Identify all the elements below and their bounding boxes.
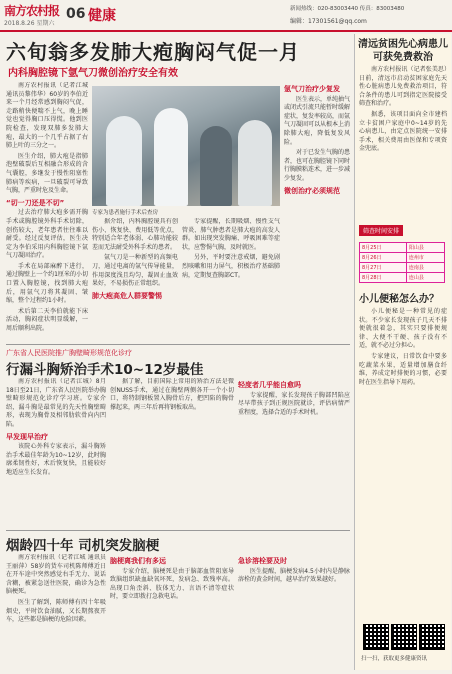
article3-column-3 [238,554,350,670]
issue-date: 2018.8.26 星期六 [4,20,55,27]
paragraph: 专家建议，日常饮食中要多吃蔬菜水果，适量增加膳食纤维，养成定时排便的习惯，必要时在医生指导下用药。 [359,352,447,386]
paragraph: 该院心外科专家表示，漏斗胸矫治手术最佳年龄为10~12岁，此时胸廓柔韧性好，术后恢复快，且能较好地适应生长发育。 [6,443,106,476]
divider [6,344,350,345]
section-title: 健康 [88,8,116,24]
patient-figure [200,126,232,206]
article3-headline: 烟龄四十年 司机突发脑梗 [6,538,160,554]
paragraph: 小儿便秘是一种常见的症状。不少家长发现孩子几天不排便就很着急，其实只要排便规律、大便不干硬、孩子没有不适，就不必过分担心。 [359,308,447,350]
sidebar-body-2 [355,306,451,550]
paragraph: 专家提醒，长期吸烟、慢性支气管炎、肺气肿患者是肺大疱的高发人群。如出现突发胸痛、呼吸困难等症状，应警惕气胸，及时就医。 [182,218,280,251]
paragraph: 医生表示，单纯抽气或闭式引流只能暂时缓解症状，复发率较高，而氩气刀凝固可以从根本上消除肺大疱，降低复发风险。 [284,95,350,146]
hotline-text: 新闻热线：020-83003440 传真：83003480 [290,6,405,12]
sidebar-headline: 清远贫困先心病患儿可获免费救治 [358,39,448,63]
paragraph: 专家提醒，家长发现孩子胸部凹陷应尽早带孩子到正规医院就诊，评估病情严重程度，选择合适的手术时机。 [238,391,350,416]
editor-contact: 编辑：17301561@qq.com [290,18,367,25]
sidebar-headline-2: 小儿便秘怎么办？ [359,294,439,305]
qr-code-icon [419,624,445,650]
paragraph: 据介绍，内科胸腔镜具有创伤小、恢复快、费用低等优点，特别适合年老体弱、心肺功能较差而无法耐受外科手术的患者。 [92,218,178,251]
section-heading: 肺大疱高危人群要警惕 [92,291,162,300]
table-row: 8月28日 连山县 [360,273,445,283]
qr-code-icon [363,624,389,650]
article3-column-1 [6,554,106,670]
paragraph: 医生提醒，脑梗发病4.5小时内是静脉溶栓的黄金时间，越早治疗效果越好。 [238,567,350,584]
paragraph: 南方农村报讯（记者江城 通讯员王丽萍）58岁的货车司机陈师傅近日在开车途中突然感觉右手无力、说话含糊，被紧急送往医院，确诊为急性脑梗死。 [6,554,106,596]
article2-column-2 [110,378,234,528]
doctor-ward-photo [92,86,280,206]
paragraph: 氩气刀是一种新型的高频电刀，通过电离的氩气传导能量，作用深度浅且均匀，凝固止血效果好，不易损伤正常组织。 [92,254,178,288]
lead-column-2 [92,218,178,342]
section-heading: 脑梗离我们有多远 [110,557,166,565]
table-row: 8月27日 连南县 [360,263,445,273]
lead-subheadline: 内科胸腔镜下氩气刀微创治疗安全有效 [8,68,178,79]
schedule-tag: 筛查时间安排 [359,225,403,236]
paragraph: 据悉，该项目面向全市建档立卡贫困户家庭中0~14岁的先心病患儿，由定点医院统一安排手术，相关费用由医保和专项资金兜底。 [359,110,447,153]
paragraph: 术后第二天李伯就能下床活动，胸闷症状明显缓解，一周后顺利出院。 [6,307,88,333]
sidebar-panel [354,34,451,670]
paragraph: 医生介绍，肺大疱是指肺泡壁破裂后互相融合形成的含气囊腔，多继发于慢性阻塞性肺病等疾病，一旦破裂可导致气胸，严重时危及生命。 [6,152,88,195]
paragraph: 另外，平时要注意戒烟，避免剧烈咳嗽和用力屏气，积极治疗基础肺病，定期复查胸部CT。 [182,254,280,279]
section-heading: “切一刀还是不切” [6,198,65,207]
table-row: 8月25日 阳山县 [360,243,445,253]
schedule-table [359,242,445,283]
paragraph: 医生了解到，陈师傅有四十年吸烟史，平时饮食油腻，又长期熬夜开车，这些都是脑梗的危险因素。 [6,598,106,624]
paragraph: 南方农村报讯（记者张美思）日前，清远市启动贫困家庭先天性心脏病患儿免费救治项目，符合条件的患儿可到指定医院接受筛查和治疗。 [359,66,447,108]
doctor-figure [238,120,272,206]
paragraph: 手术在局部麻醉下进行，通过胸壁上一个约1厘米的小切口置入胸腔镜，找到肺大疱后，用氩气刀将其凝固、皱缩，整个过程约1小时。 [6,262,88,305]
lead-headline: 六旬翁多发肺大疱胸闷气促一月 [6,40,300,64]
qr-caption: 扫一扫，获取更多健康资讯 [361,656,428,662]
table-row: 8月26日 连州市 [360,253,445,263]
lead-column-1 [6,82,88,340]
section-heading: 轻度者几乎能自愈吗 [238,381,301,389]
section-heading: 氩气刀治疗少复发 [284,85,340,93]
paragraph: 过去治疗肺大疱多需开胸手术或胸腔镜外科手术切除，创伤较大，老年患者往往难以耐受。经过反复评估，医生决定为李伯采用内科胸腔镜下氩气刀凝固治疗。 [6,209,88,260]
article3-column-2 [110,554,234,670]
paragraph: 据了解，目前国际上常用的矫治方法是微创NUSS手术，通过在胸壁两侧各开一个小切口，将特制钢板置入胸骨后方，把凹陷的胸骨撑起来，两三年后再将钢板取出。 [110,378,234,411]
section-heading: 微创治疗必须规范 [284,186,340,195]
page-number: 06 [66,6,86,22]
newspaper-logo: 南方农村报 [4,4,60,18]
paragraph: 南方农村报讯（记者江城 通讯员黎伟华）60岁的李伯近来一个月经常感到胸闷气促，走路稍快便喘不上气，晚上睡觉也觉得胸口压得慌。他到医院检查，发现双肺多发肺大疱，最大的一个几乎占据了右肺上叶的三分之一。 [6,82,88,150]
article2-column-3 [238,378,350,528]
article2-headline: 行漏斗胸矫治手术10~12岁最佳 [6,362,204,378]
lead-column-4 [284,82,350,342]
lead-column-3 [182,218,280,342]
section-heading: 早发现早治疗 [6,432,48,441]
masthead [0,0,452,32]
photo-caption: 专家为患者施行手术后查房 [92,210,159,216]
article2-kicker: 广东省人民医院推广胸壁畸形规范化诊疗 [6,349,132,357]
paragraph: 专家介绍，脑梗死是由于脑部血管阻塞导致脑组织缺血缺氧坏死，发病急、致残率高。出现口角歪斜、肢体无力、言语不清等症状时，要立即拨打急救电话。 [110,567,234,601]
section-heading: 急诊溶栓要及时 [238,557,287,565]
doctor-figure [106,116,142,206]
divider [6,530,350,531]
doctor-figure [154,108,188,206]
paragraph: 对于已发生气胸的患者，也可在胸腔镜下同时行胸膜粘连术，进一步减少复发。 [284,149,350,182]
qr-code-icon [391,624,417,650]
sidebar-body [355,64,451,218]
article2-column-1 [6,378,106,528]
paragraph: 南方农村报讯（记者江城）8月18日至21日，广东省人民医院举办胸壁畸形规范化诊疗学习班。专家介绍，漏斗胸是最常见的先天性胸壁畸形，表现为胸骨及相邻肋软骨向内凹陷。 [6,378,106,428]
